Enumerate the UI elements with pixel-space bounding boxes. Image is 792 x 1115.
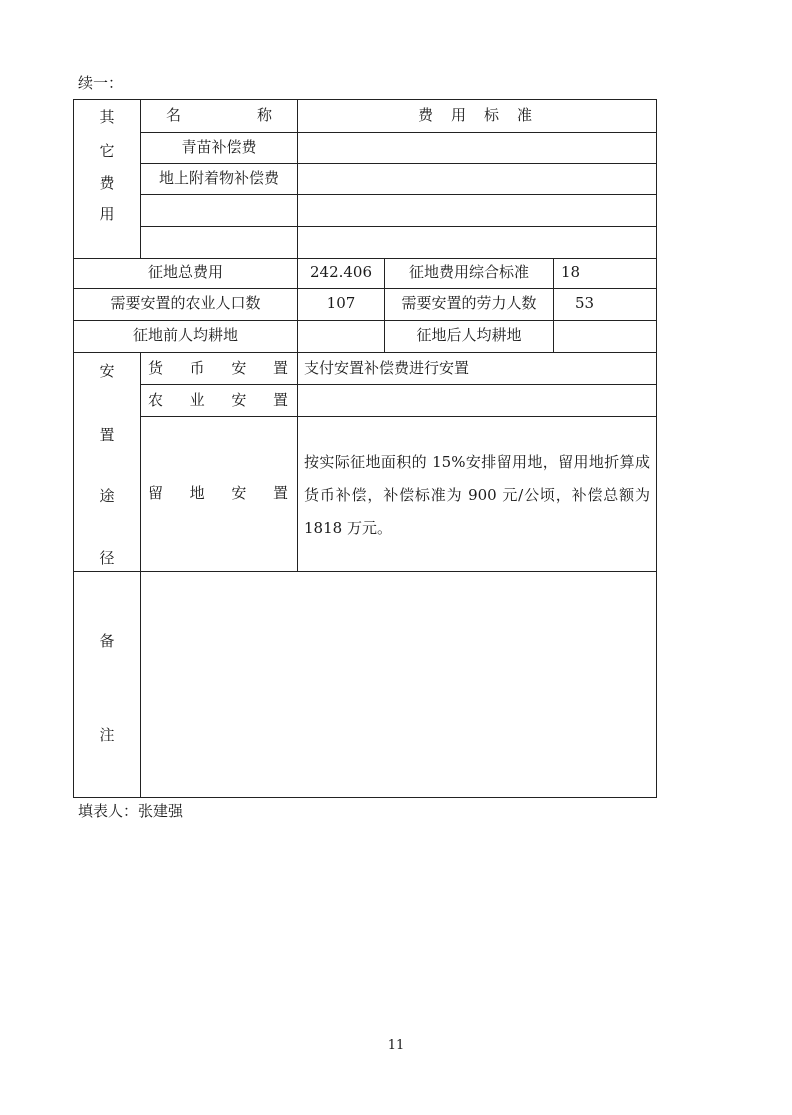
label-char: 留 (148, 484, 164, 502)
table-border-bottom (73, 797, 657, 798)
label-char: 置 (272, 484, 288, 502)
side-label-char: 费 (99, 174, 115, 192)
label-char: 置 (272, 391, 288, 409)
divider (73, 352, 657, 353)
divider (140, 416, 657, 417)
label-char: 币 (189, 359, 205, 377)
divider (297, 99, 298, 258)
labor-count-value: 53 (575, 294, 595, 312)
divider (73, 288, 657, 289)
label-char: 置 (272, 359, 288, 377)
header-name-char: 称 (256, 106, 272, 124)
label-char: 安 (231, 391, 247, 409)
header-standard-char: 费 (418, 106, 434, 124)
remarks-label-char: 注 (99, 726, 115, 744)
header-name (166, 108, 272, 123)
table-border-right (656, 99, 657, 798)
side-label-char: 置 (99, 426, 115, 444)
total-fee-label: 征地总费用 (147, 263, 223, 281)
side-label-char: 它 (99, 142, 115, 160)
fee-row-label: 地上附着物补偿费 (158, 169, 279, 187)
label-char: 地 (189, 484, 205, 502)
divider (140, 571, 141, 798)
header-standard-char: 标 (483, 106, 499, 124)
divider (553, 258, 554, 352)
divider (140, 194, 657, 195)
labor-count-label: 需要安置的劳力人数 (401, 294, 537, 312)
header-fee-standard (418, 108, 532, 123)
side-label-char: 安 (99, 362, 115, 380)
farm-population-value: 107 (326, 294, 356, 312)
label-char: 货 (148, 359, 164, 377)
remarks-label-char: 备 (99, 632, 115, 650)
label-char: 业 (189, 391, 205, 409)
label-char: 安 (231, 484, 247, 502)
divider (140, 384, 657, 385)
total-fee-value: 242.406 (309, 263, 373, 281)
currency-resettlement-label (148, 361, 288, 376)
currency-resettlement-value: 支付安置补偿费进行安置 (304, 359, 470, 377)
divider (73, 571, 657, 572)
header-name-char: 名 (166, 106, 182, 124)
farmland-before-label: 征地前人均耕地 (132, 326, 238, 344)
reserved-land-resettlement-label (148, 486, 288, 501)
side-label-char: 其 (99, 108, 115, 126)
divider (140, 226, 657, 227)
fee-standard-label: 征地费用综合标准 (408, 263, 529, 281)
fee-row-label: 青苗补偿费 (181, 138, 257, 156)
table-border-top (73, 99, 657, 100)
continuation-heading: 续一： (78, 74, 124, 92)
divider (73, 320, 657, 321)
divider (140, 132, 657, 133)
side-label-char: 用 (99, 205, 115, 223)
fee-standard-value: 18 (561, 263, 581, 281)
label-char: 农 (148, 391, 164, 409)
label-char: 安 (231, 359, 247, 377)
header-standard-char: 用 (450, 106, 466, 124)
farm-population-label: 需要安置的农业人口数 (110, 294, 261, 312)
side-label-char: 径 (99, 549, 115, 567)
divider (73, 258, 657, 259)
agricultural-resettlement-label (148, 393, 288, 408)
divider (140, 163, 657, 164)
reserved-land-resettlement-value: 按实际征地面积的 15%安排留用地，留用地折算成货币补偿，补偿标准为 900 元/公顷，补偿总额为 1818 万元。 (304, 453, 650, 537)
form-filler: 填表人：张建强 (78, 802, 184, 820)
page-number: 11 (387, 1038, 405, 1053)
header-standard-char: 准 (516, 106, 532, 124)
side-label-char: 途 (99, 487, 115, 505)
farmland-after-label: 征地后人均耕地 (416, 326, 522, 344)
